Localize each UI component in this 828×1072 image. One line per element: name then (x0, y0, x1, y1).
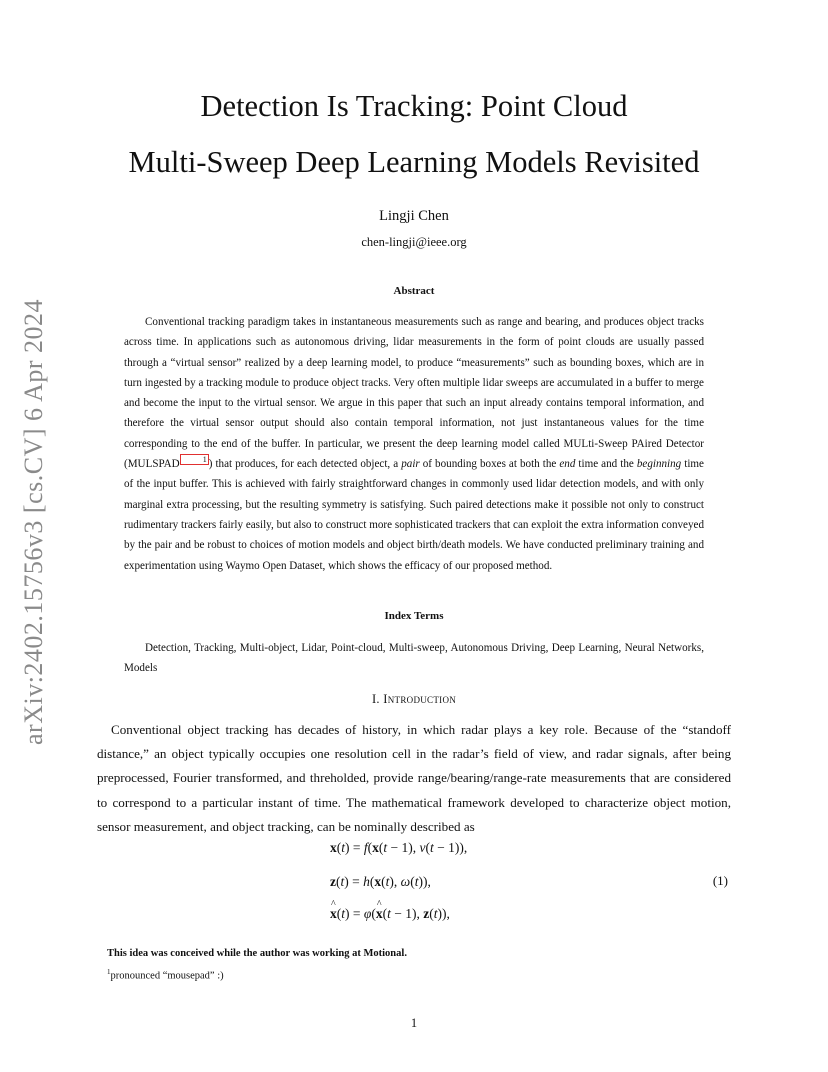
author-name: Lingji Chen (379, 208, 449, 224)
abstract-em-end: end (559, 458, 576, 471)
index-terms-heading: Index Terms (384, 610, 444, 622)
title-line-2: Multi-Sweep Deep Learning Models Revisited (128, 145, 700, 179)
equation-state: x(t) = f(x(t − 1), ν(t − 1)), (330, 840, 468, 855)
footnote-link[interactable]: 1 (180, 454, 209, 465)
equation-measurement: z(t) = h(x(t), ω(t)), (330, 874, 431, 889)
abstract-text-4: time and the (575, 458, 637, 471)
abstract-text-2: ) that produces, for each detected object, a (208, 458, 402, 471)
abstract-body (124, 312, 704, 576)
arxiv-identifier (0, 0, 60, 1072)
equation-estimate: ^ x(t) = φ(^ x(t − 1), z(t)), (330, 906, 450, 922)
abstract-text-1: Conventional tracking paradigm takes in instantaneous measurements such as range and bearing, and produces object tracks across time. In applications such as autonomous driving, lidar measurements in the form of point clouds are usually passed through a “virtual sensor” realized by a deep learning model, to produce “measurements” such as bounding boxes, which are in turn ingested by a tracking module to produce object tracks. Very often multiple lidar sweeps are accumulated in a buffer to merge and become the input to the virtual sensor. We argue in this paper that such an input already contains temporal information, and therefore the virtual sensor output should also contain temporal information, not just instantaneous values for the time corresponding to the end of the buffer. In particular, we present the deep learning model called MULti-Sweep PAired Detector (MULSPAD (124, 316, 704, 471)
paper-title (60, 78, 768, 190)
title-line-1: Detection Is Tracking: Point Cloud (200, 89, 628, 123)
section-title: Introduction (383, 692, 457, 706)
footnotes (107, 944, 407, 986)
section-heading-introduction (0, 692, 828, 707)
abstract-em-beginning: beginning (636, 458, 682, 471)
equation-number: (1) (712, 873, 728, 888)
abstract-heading: Abstract (393, 285, 435, 297)
introduction-paragraph: Conventional object tracking has decades of history, in which radar plays a key role. Because of the “standoff distance,” an object typically occupies one resolution cell in the radar’s field of view, and radar signals, after being preprocessed, Fourier transformed, and threholded, provide range/bearing/range-rate measurements that are considered to correspond to a particular instant of time. The mathematical framework developed to characterize object motion, sensor measurement, and object tracking, can be nominally described as (97, 722, 731, 834)
footnote-text: pronounced “mousepad” :) (110, 970, 224, 982)
section-numeral: I. (371, 692, 384, 706)
page-number: 1 (410, 1016, 418, 1030)
abstract-text-5: time of the input buffer. This is achieved with fairly straightforward changes in commonly used lidar detection models, and with only marginal extra processing, but the resulting symmetry is satisfying. Such paired detections make it possible not only to construct rudimentary trackers fairly easily, but also to construct more sophisticated trackers that can exploit the extra information conveyed by the pair and be robust to choices of motion models and object birth/death models. We have conducted preliminary training and experimentation using Waymo Open Dataset, which shows the efficacy of our proposed method. (124, 458, 704, 572)
author-email: chen-lingji@ieee.org (361, 235, 467, 249)
footnote-1 (107, 963, 407, 986)
abstract-em-pair: pair (401, 458, 420, 471)
footnote-mark: 1 (107, 968, 111, 976)
abstract-text-3: of bounding boxes at both the (419, 458, 560, 471)
author-note: This idea was conceived while the author was working at Motional. (107, 948, 407, 959)
index-terms-body: Detection, Tracking, Multi-object, Lidar, Point-cloud, Multi-sweep, Autonomous Driving, Deep Learning, Neural Networks, Models (124, 642, 704, 675)
arxiv-id-text: arXiv:2402.15756v3 [cs.CV] 6 Apr 2024 (19, 298, 48, 746)
